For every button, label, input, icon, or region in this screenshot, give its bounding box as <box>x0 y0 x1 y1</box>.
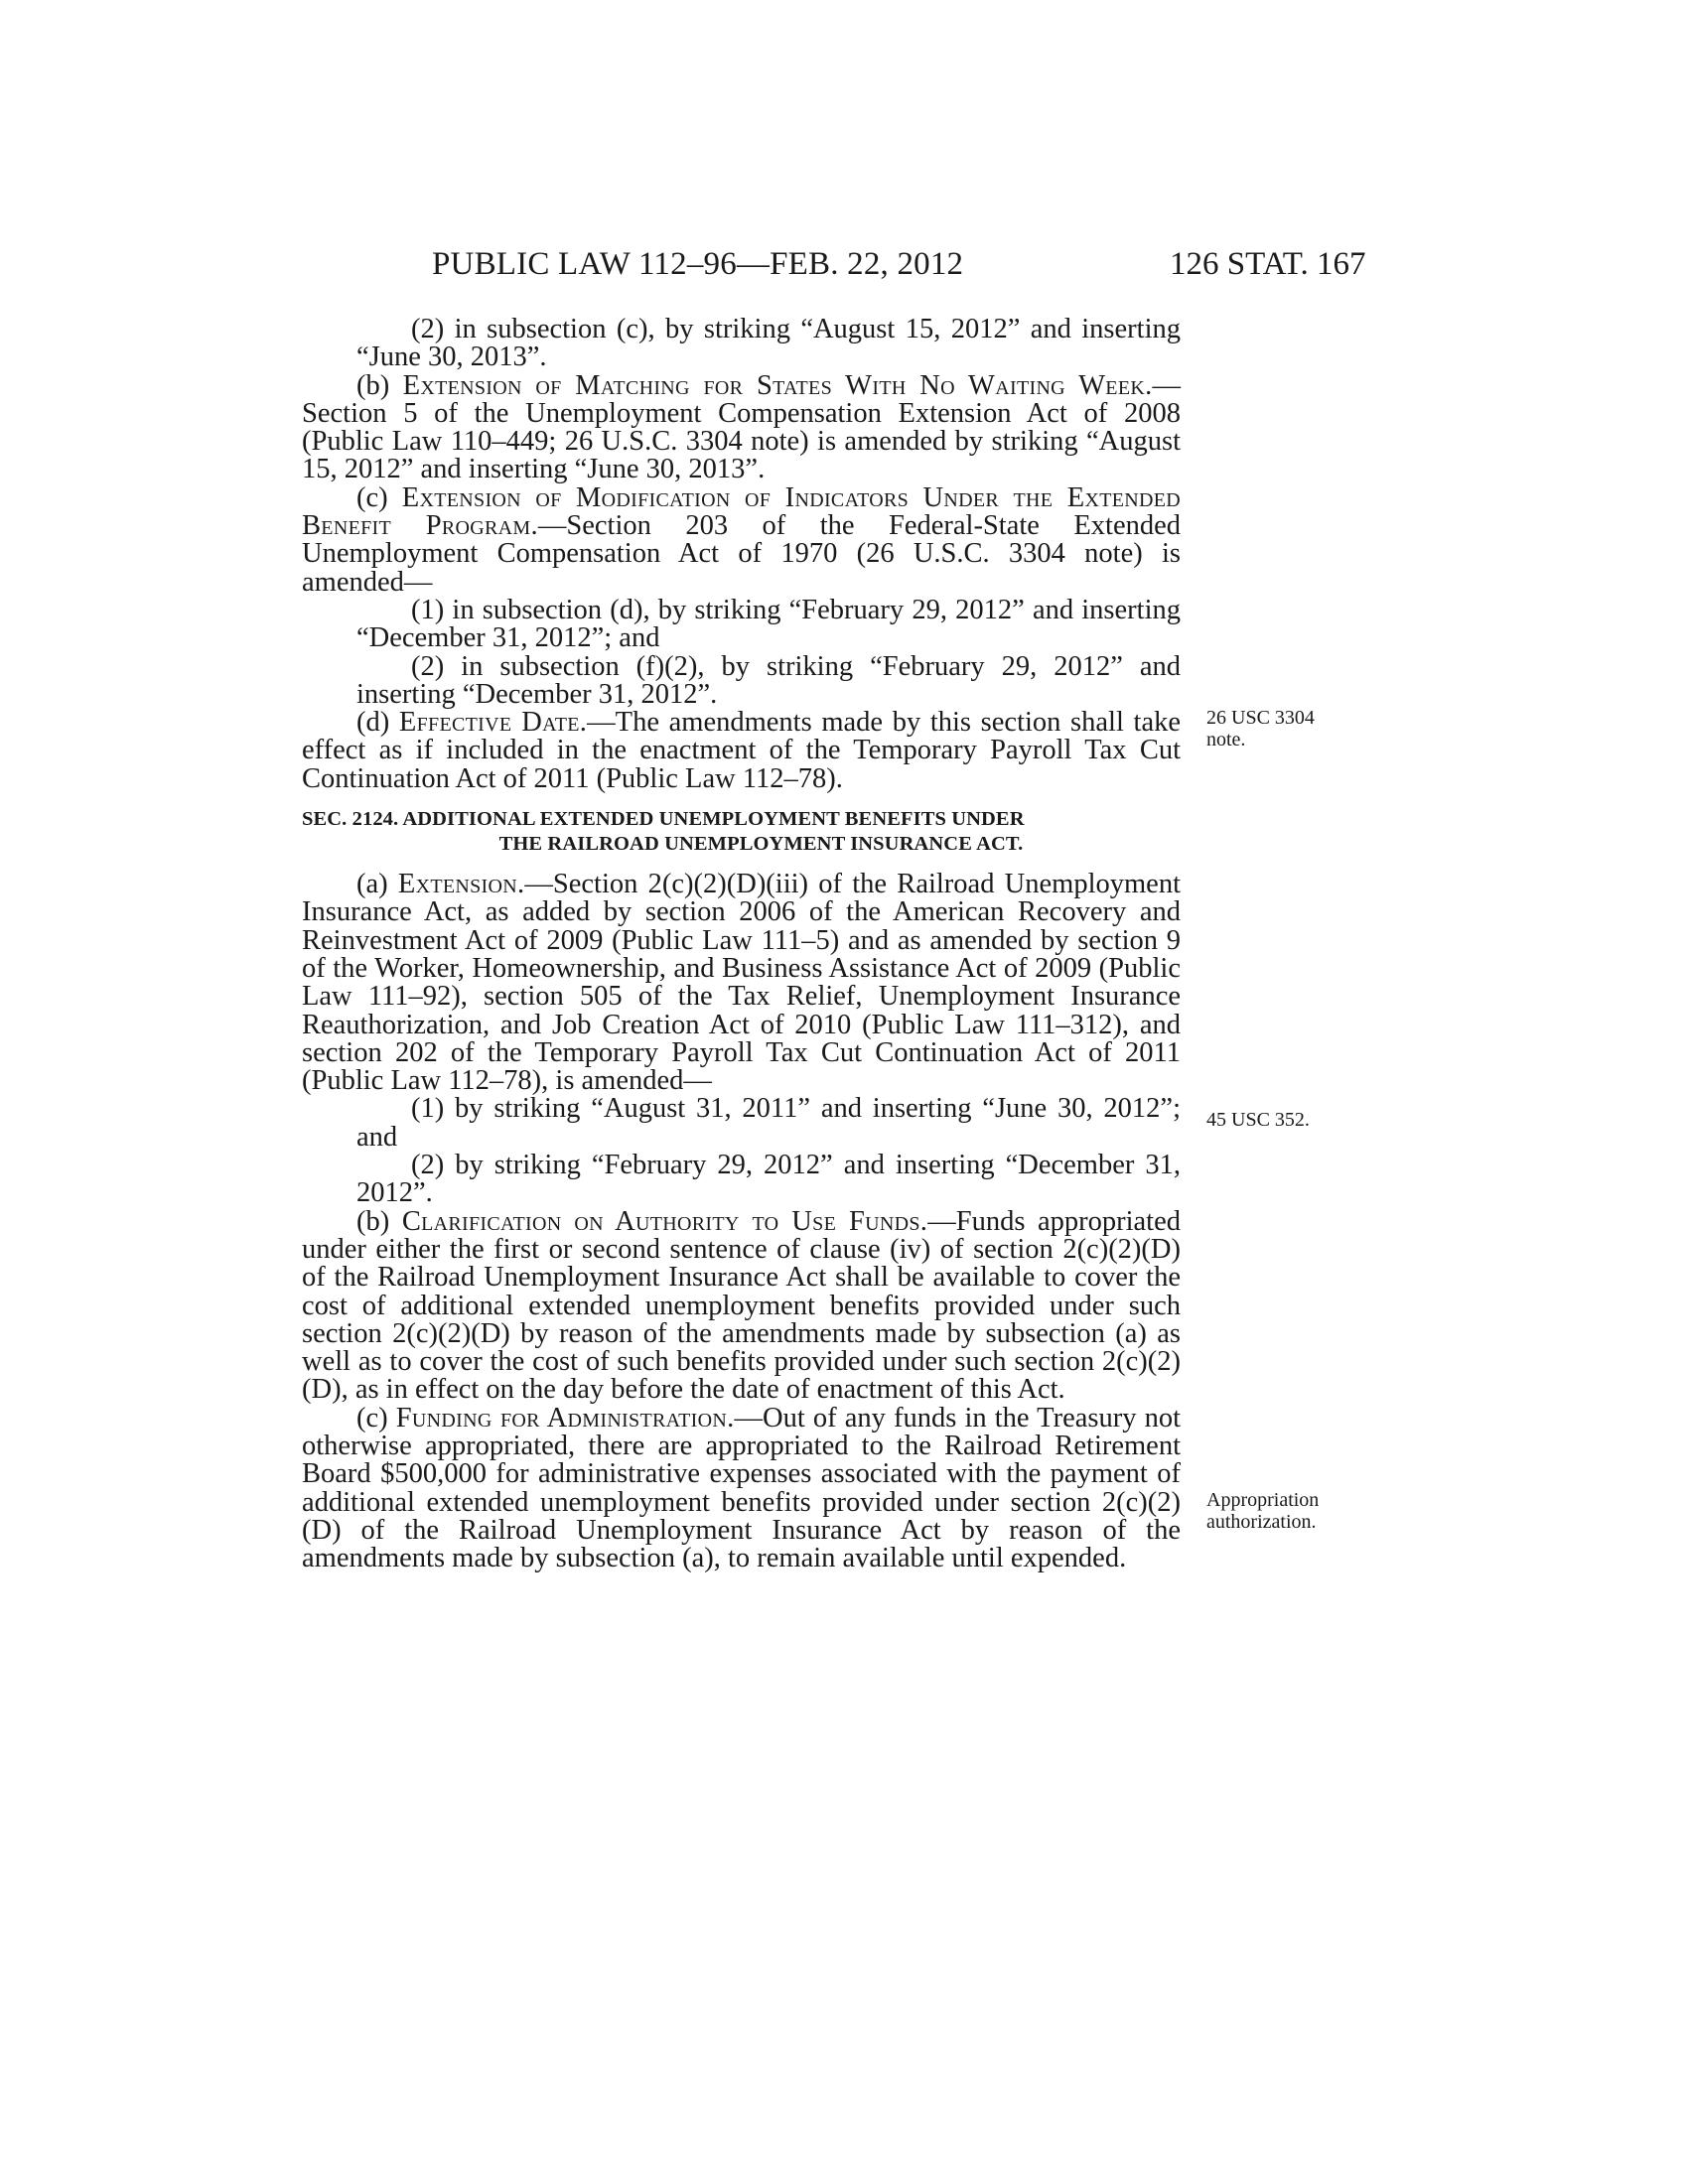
paragraph-heading: Clarification on Authority to Use Funds. <box>401 1205 928 1237</box>
margin-note-26-usc <box>1206 707 1315 751</box>
paragraph-heading: Extension of Modification of Indicators Under the Extended Benefit Program. <box>302 481 1181 542</box>
paragraph-b-matching <box>302 369 1181 485</box>
paragraph-text: —The amendments made by this section shall take effect as if included in the enactment of the Temporary Payroll Tax Cut Continuation Act of 2011 (Public Law 112–78). <box>302 707 1181 794</box>
paragraph-heading: Effective Date. <box>398 707 588 739</box>
paragraph-d-effective-date <box>302 709 1181 793</box>
paragraph-a-extension <box>302 871 1181 1095</box>
margin-note-line: 45 USC 352. <box>1206 1109 1310 1131</box>
paragraph-b-clarification <box>302 1205 1181 1406</box>
margin-note-appropriation <box>1206 1489 1319 1533</box>
paragraph-text: —Section 2(c)(2)(D)(iii) of the Railroad Unemployment Insurance Act, as added by section 2006 of the American Recovery and Reinvestment Act of 2009 (Public Law 111–5) and as amended by section 9 of the Worker, Homeownership, and Business Assistance Act of 2009 (Public Law 111–92), section 505 of the Tax Relief, Unemployment Insurance Reauthorization, and Job Creation Act of 2010 (Public Law 111–312), and section 202 of the Temporary Payroll Tax Cut Continuation Act of 2011 (Public Law 112–78), is amended— <box>302 869 1181 1097</box>
margin-note-line: 26 USC 3304 <box>1206 707 1315 729</box>
section-heading-line1: SEC. 2124. ADDITIONAL EXTENDED UNEMPLOYMENT BENEFITS UNDER <box>302 808 1025 831</box>
paragraph-item-1: (1) in subsection (d), by striking “February 29, 2012” and inserting “December 31, 2012”; and <box>356 594 1181 654</box>
paragraph-amendment-c: (2) in subsection (c), by striking “August 15, 2012” and inserting “June 30, 2013”. <box>356 314 1181 373</box>
paragraph-label: (d) <box>356 707 399 739</box>
paragraph-c-indicators <box>302 481 1181 598</box>
paragraph-label: (a) <box>356 869 398 900</box>
paragraph-label: (c) <box>356 1402 396 1433</box>
margin-note-45-usc <box>1206 1109 1310 1131</box>
paragraph-item-2: (2) in subsection (f)(2), by striking “February 29, 2012” and inserting “December 31, 2012”. <box>356 650 1181 710</box>
paragraph-c-funding <box>302 1402 1181 1574</box>
section-heading <box>302 807 1181 857</box>
paragraph-heading: Extension of Matching for States With No Waiting Week. <box>402 369 1153 401</box>
margin-note-line: note. <box>1206 729 1246 751</box>
paragraph-text: —Section 5 of the Unemployment Compensation Extension Act of 2008 (Public Law 110–449; 26 U.S.C. 3304 note) is amended by striking “August 15, 2012” and inserting “June 30, 2013”. <box>302 369 1181 485</box>
paragraph-item-2b: (2) by striking “February 29, 2012” and inserting “December 31, 2012”. <box>356 1150 1181 1209</box>
paragraph-text: —Funds appropriated under either the first or second sentence of clause (iv) of section 2(c)(2)(D) of the Railroad Unemployment Insurance Act shall be available to cover the cost of additional extended unemployment benefits provided under such section 2(c)(2)(D) by reason of the amendments made by subsection (a) as well as to cover the cost of such benefits provided under such section 2(c)(2)(D), as in effect on the day before the date of enactment of this Act. <box>302 1205 1181 1406</box>
paragraph-heading: Funding for Administration. <box>395 1402 735 1433</box>
paragraph-item-1b: (1) by striking “August 31, 2011” and inserting “June 30, 2012”; and <box>356 1093 1181 1153</box>
page-header-title: PUBLIC LAW 112–96—FEB. 22, 2012 <box>432 246 964 282</box>
paragraph-heading: Extension. <box>397 869 525 900</box>
paragraph-label: (b) <box>356 1205 402 1237</box>
section-heading-line2: THE RAILROAD UNEMPLOYMENT INSURANCE ACT. <box>498 833 1024 856</box>
body-text <box>302 316 1181 1572</box>
paragraph-label: (c) <box>356 481 402 513</box>
paragraph-label: (b) <box>356 369 403 401</box>
page-header-stat: 126 STAT. 167 <box>1170 246 1366 282</box>
paragraph-text: —Out of any funds in the Treasury not otherwise appropriated, there are appropriated to the Railroad Retirement Board $500,000 for administrative expenses associated with the payment of additional extended unemployment benefits provided under section 2(c)(2)(D) of the Railroad Unemployment Insurance Act by reason of the amendments made by subsection (a), to remain available until expended. <box>302 1402 1181 1574</box>
margin-note-line: authorization. <box>1206 1511 1317 1533</box>
paragraph-text: —Section 203 of the Federal-State Extended Unemployment Compensation Act of 1970 (26 U.S.C. 3304 note) is amended— <box>302 510 1181 598</box>
margin-note-line: Appropriation <box>1206 1489 1320 1511</box>
